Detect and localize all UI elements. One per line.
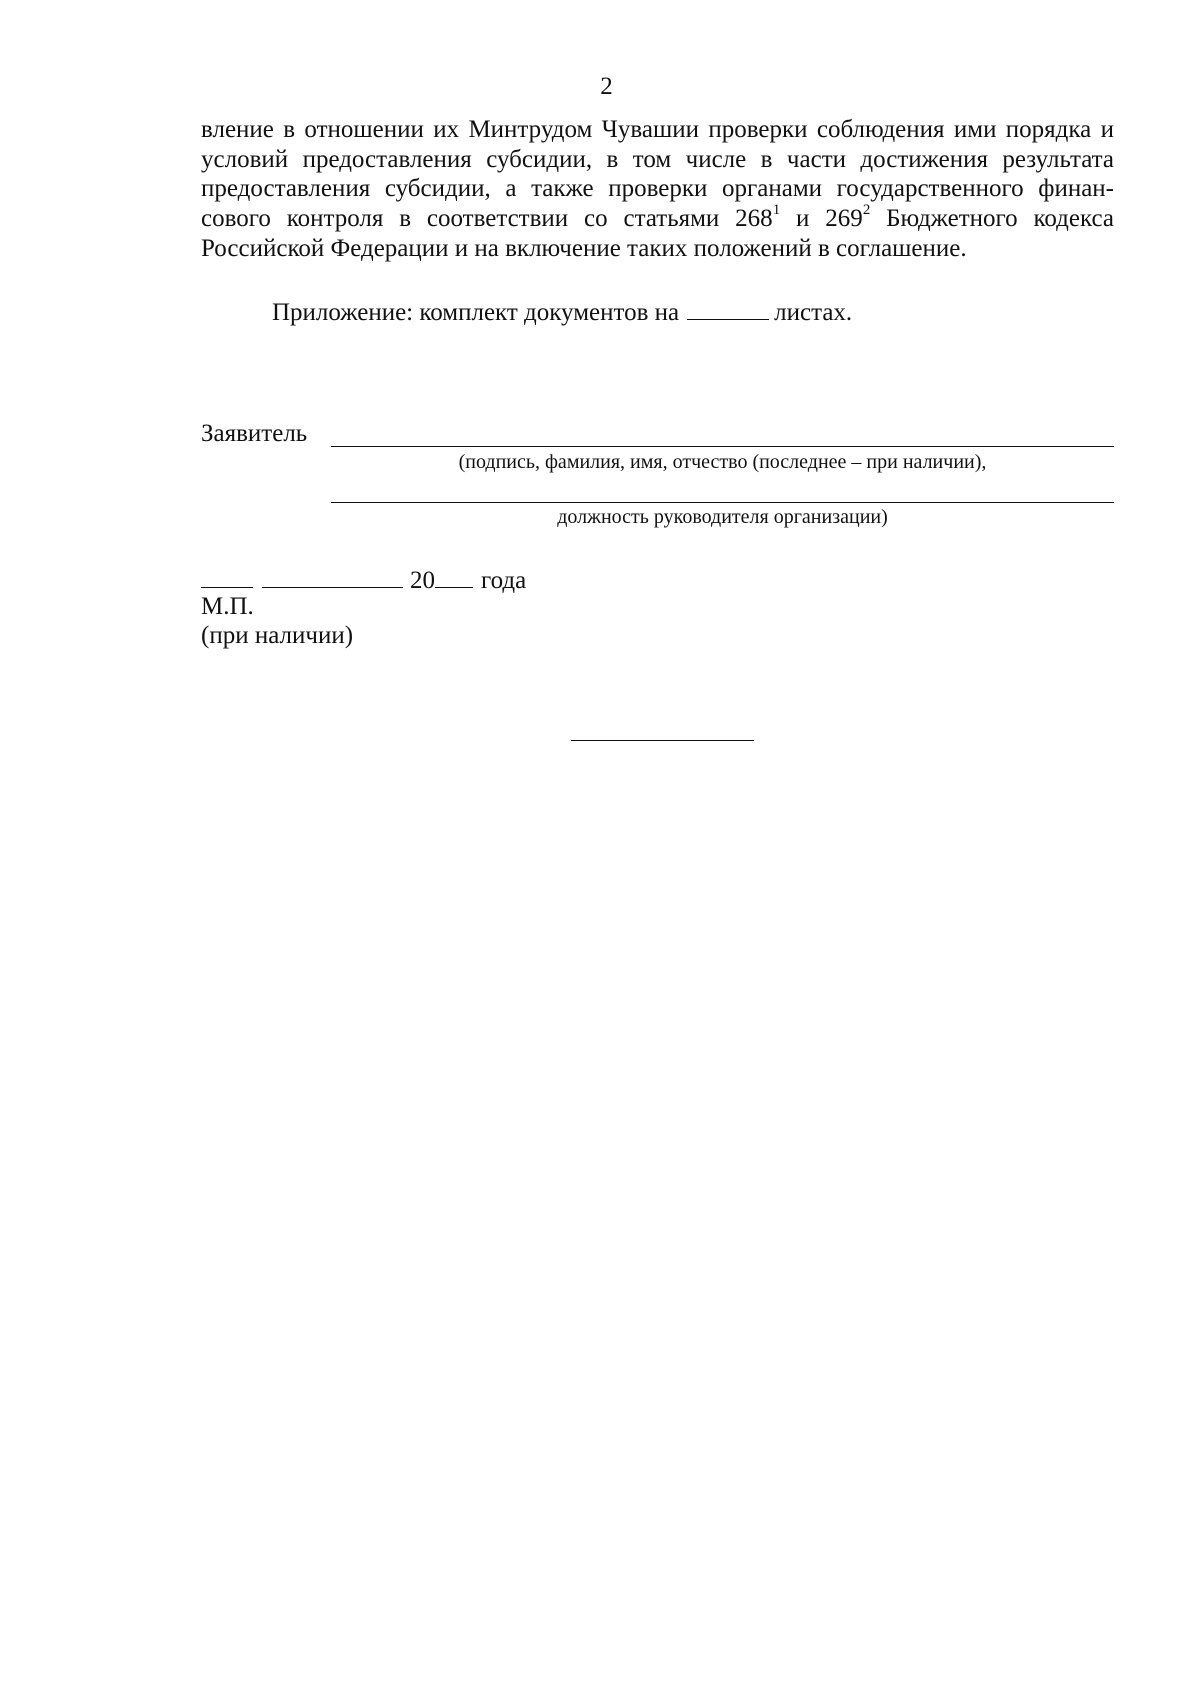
body-text-part-3: Бюджетного кодекса Российской Федерации и на включение таких положений в соглашение. bbox=[201, 205, 1115, 262]
body-text-part-2: и 269 bbox=[780, 205, 863, 233]
signature-caption: (подпись, фамилия, имя, отчество (последнее – при наличии), bbox=[458, 451, 987, 473]
footnote-superscript-2: 2 bbox=[862, 202, 871, 219]
day-blank bbox=[201, 563, 253, 588]
stamp-note: (при наличии) bbox=[201, 622, 354, 649]
position-line bbox=[331, 502, 1114, 503]
body-text-part-1: вление в отношении их Минтрудом Чувашии проверки соблюдения ими порядка и условий предоставления субсидии, в том числе в части достижения результата предоставления субсидии, а также проверки органами государственного финан-сового контроля в соответствии со статьями 268 bbox=[201, 116, 1114, 233]
end-of-document-rule bbox=[571, 740, 754, 741]
year-prefix: 20 bbox=[410, 567, 435, 594]
year-blank bbox=[435, 563, 473, 588]
attachment-line bbox=[272, 297, 852, 328]
position-caption: должность руководителя организации) bbox=[557, 506, 888, 528]
body-paragraph bbox=[201, 115, 1114, 264]
sheet-count-blank bbox=[687, 297, 769, 320]
stamp-label: М.П. bbox=[201, 593, 254, 620]
attachment-suffix: листах. bbox=[774, 299, 853, 326]
month-blank bbox=[262, 563, 403, 588]
signature-line bbox=[331, 446, 1114, 447]
footnote-superscript-1: 1 bbox=[772, 202, 781, 219]
page-number: 2 bbox=[600, 73, 613, 100]
date-suffix: года bbox=[481, 567, 527, 594]
applicant-label: Заявитель bbox=[201, 420, 308, 447]
attachment-prefix: Приложение: комплект документов на bbox=[272, 299, 680, 326]
